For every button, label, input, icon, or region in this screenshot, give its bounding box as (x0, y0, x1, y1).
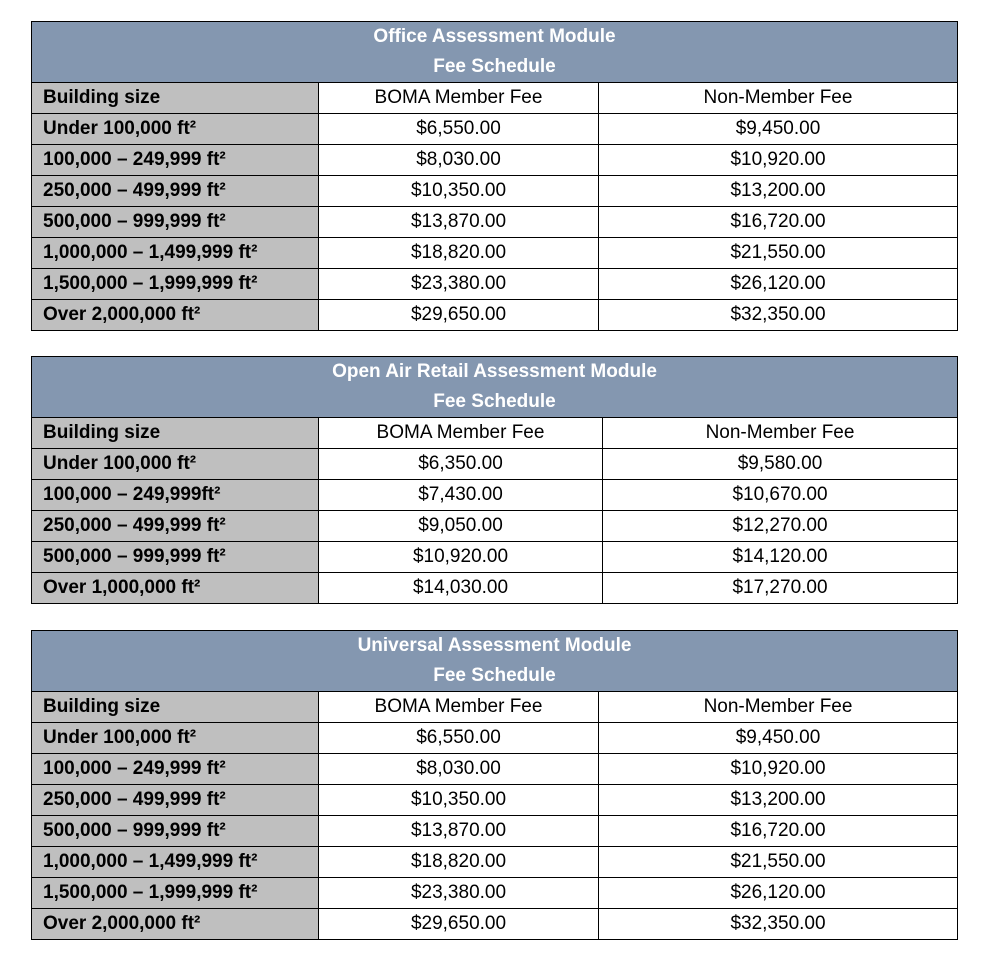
table-title-line2: Fee Schedule (433, 665, 556, 686)
header-member-fee: BOMA Member Fee (319, 692, 599, 723)
non-member-fee-cell: $16,720.00 (599, 816, 958, 847)
non-member-fee-cell: $32,350.00 (599, 909, 958, 940)
non-member-fee-cell: $14,120.00 (603, 542, 958, 573)
non-member-fee-cell: $12,270.00 (603, 511, 958, 542)
building-size-cell: 1,000,000 – 1,499,999 ft² (32, 847, 319, 878)
member-fee-cell: $8,030.00 (319, 754, 599, 785)
building-size-cell: 250,000 – 499,999 ft² (32, 511, 319, 542)
table-title-row (32, 357, 958, 418)
table-row (32, 238, 958, 269)
table-header-row (32, 418, 958, 449)
table-title (32, 22, 958, 83)
non-member-fee-cell: $9,450.00 (599, 114, 958, 145)
table-row (32, 145, 958, 176)
header-building-size: Building size (32, 83, 319, 114)
non-member-fee-cell: $10,920.00 (599, 754, 958, 785)
table-title (32, 357, 958, 418)
non-member-fee-cell: $13,200.00 (599, 176, 958, 207)
non-member-fee-cell: $10,670.00 (603, 480, 958, 511)
building-size-cell: 500,000 – 999,999 ft² (32, 816, 319, 847)
table-title-row (32, 22, 958, 83)
non-member-fee-cell: $21,550.00 (599, 238, 958, 269)
open-air-retail-fee-table (31, 356, 958, 604)
member-fee-cell: $29,650.00 (319, 909, 599, 940)
header-non-member-fee: Non-Member Fee (599, 83, 958, 114)
table-row (32, 723, 958, 754)
table-title-line1: Office Assessment Module (373, 26, 616, 47)
non-member-fee-cell: $13,200.00 (599, 785, 958, 816)
building-size-cell: 1,000,000 – 1,499,999 ft² (32, 238, 319, 269)
header-non-member-fee: Non-Member Fee (603, 418, 958, 449)
non-member-fee-cell: $26,120.00 (599, 878, 958, 909)
building-size-cell: 100,000 – 249,999ft² (32, 480, 319, 511)
header-building-size: Building size (32, 418, 319, 449)
building-size-cell: Under 100,000 ft² (32, 723, 319, 754)
header-building-size: Building size (32, 692, 319, 723)
table-row (32, 176, 958, 207)
building-size-cell: 500,000 – 999,999 ft² (32, 207, 319, 238)
building-size-cell: Under 100,000 ft² (32, 449, 319, 480)
member-fee-cell: $29,650.00 (319, 300, 599, 331)
member-fee-cell: $6,550.00 (319, 114, 599, 145)
table-title-line1: Universal Assessment Module (357, 635, 632, 656)
table-row (32, 909, 958, 940)
table-row (32, 785, 958, 816)
table-row (32, 207, 958, 238)
member-fee-cell: $18,820.00 (319, 238, 599, 269)
building-size-cell: 100,000 – 249,999 ft² (32, 754, 319, 785)
member-fee-cell: $14,030.00 (319, 573, 603, 604)
header-member-fee: BOMA Member Fee (319, 418, 603, 449)
table-title-line1: Open Air Retail Assessment Module (332, 361, 657, 382)
non-member-fee-cell: $32,350.00 (599, 300, 958, 331)
table-row (32, 300, 958, 331)
building-size-cell: 100,000 – 249,999 ft² (32, 145, 319, 176)
member-fee-cell: $13,870.00 (319, 207, 599, 238)
member-fee-cell: $8,030.00 (319, 145, 599, 176)
member-fee-cell: $9,050.00 (319, 511, 603, 542)
non-member-fee-cell: $16,720.00 (599, 207, 958, 238)
member-fee-cell: $23,380.00 (319, 269, 599, 300)
universal-fee-table (31, 630, 958, 940)
building-size-cell: 250,000 – 499,999 ft² (32, 785, 319, 816)
building-size-cell: Under 100,000 ft² (32, 114, 319, 145)
office-fee-table (31, 21, 958, 331)
member-fee-cell: $7,430.00 (319, 480, 603, 511)
header-non-member-fee: Non-Member Fee (599, 692, 958, 723)
table-row (32, 511, 958, 542)
table-row (32, 269, 958, 300)
non-member-fee-cell: $9,580.00 (603, 449, 958, 480)
building-size-cell: Over 1,000,000 ft² (32, 573, 319, 604)
table-row (32, 573, 958, 604)
header-member-fee: BOMA Member Fee (319, 83, 599, 114)
table-title (32, 631, 958, 692)
table-row (32, 114, 958, 145)
member-fee-cell: $6,350.00 (319, 449, 603, 480)
non-member-fee-cell: $9,450.00 (599, 723, 958, 754)
member-fee-cell: $10,350.00 (319, 176, 599, 207)
non-member-fee-cell: $17,270.00 (603, 573, 958, 604)
member-fee-cell: $23,380.00 (319, 878, 599, 909)
non-member-fee-cell: $10,920.00 (599, 145, 958, 176)
table-title-line2: Fee Schedule (433, 391, 556, 412)
building-size-cell: 500,000 – 999,999 ft² (32, 542, 319, 573)
member-fee-cell: $13,870.00 (319, 816, 599, 847)
table-title-line2: Fee Schedule (433, 56, 556, 77)
table-row (32, 449, 958, 480)
building-size-cell: 1,500,000 – 1,999,999 ft² (32, 878, 319, 909)
table-header-row (32, 692, 958, 723)
member-fee-cell: $6,550.00 (319, 723, 599, 754)
table-header-row (32, 83, 958, 114)
table-row (32, 847, 958, 878)
member-fee-cell: $10,920.00 (319, 542, 603, 573)
table-row (32, 878, 958, 909)
table-row (32, 542, 958, 573)
member-fee-cell: $18,820.00 (319, 847, 599, 878)
table-row (32, 754, 958, 785)
building-size-cell: 250,000 – 499,999 ft² (32, 176, 319, 207)
non-member-fee-cell: $21,550.00 (599, 847, 958, 878)
table-title-row (32, 631, 958, 692)
table-row (32, 816, 958, 847)
member-fee-cell: $10,350.00 (319, 785, 599, 816)
building-size-cell: 1,500,000 – 1,999,999 ft² (32, 269, 319, 300)
building-size-cell: Over 2,000,000 ft² (32, 300, 319, 331)
table-row (32, 480, 958, 511)
non-member-fee-cell: $26,120.00 (599, 269, 958, 300)
building-size-cell: Over 2,000,000 ft² (32, 909, 319, 940)
